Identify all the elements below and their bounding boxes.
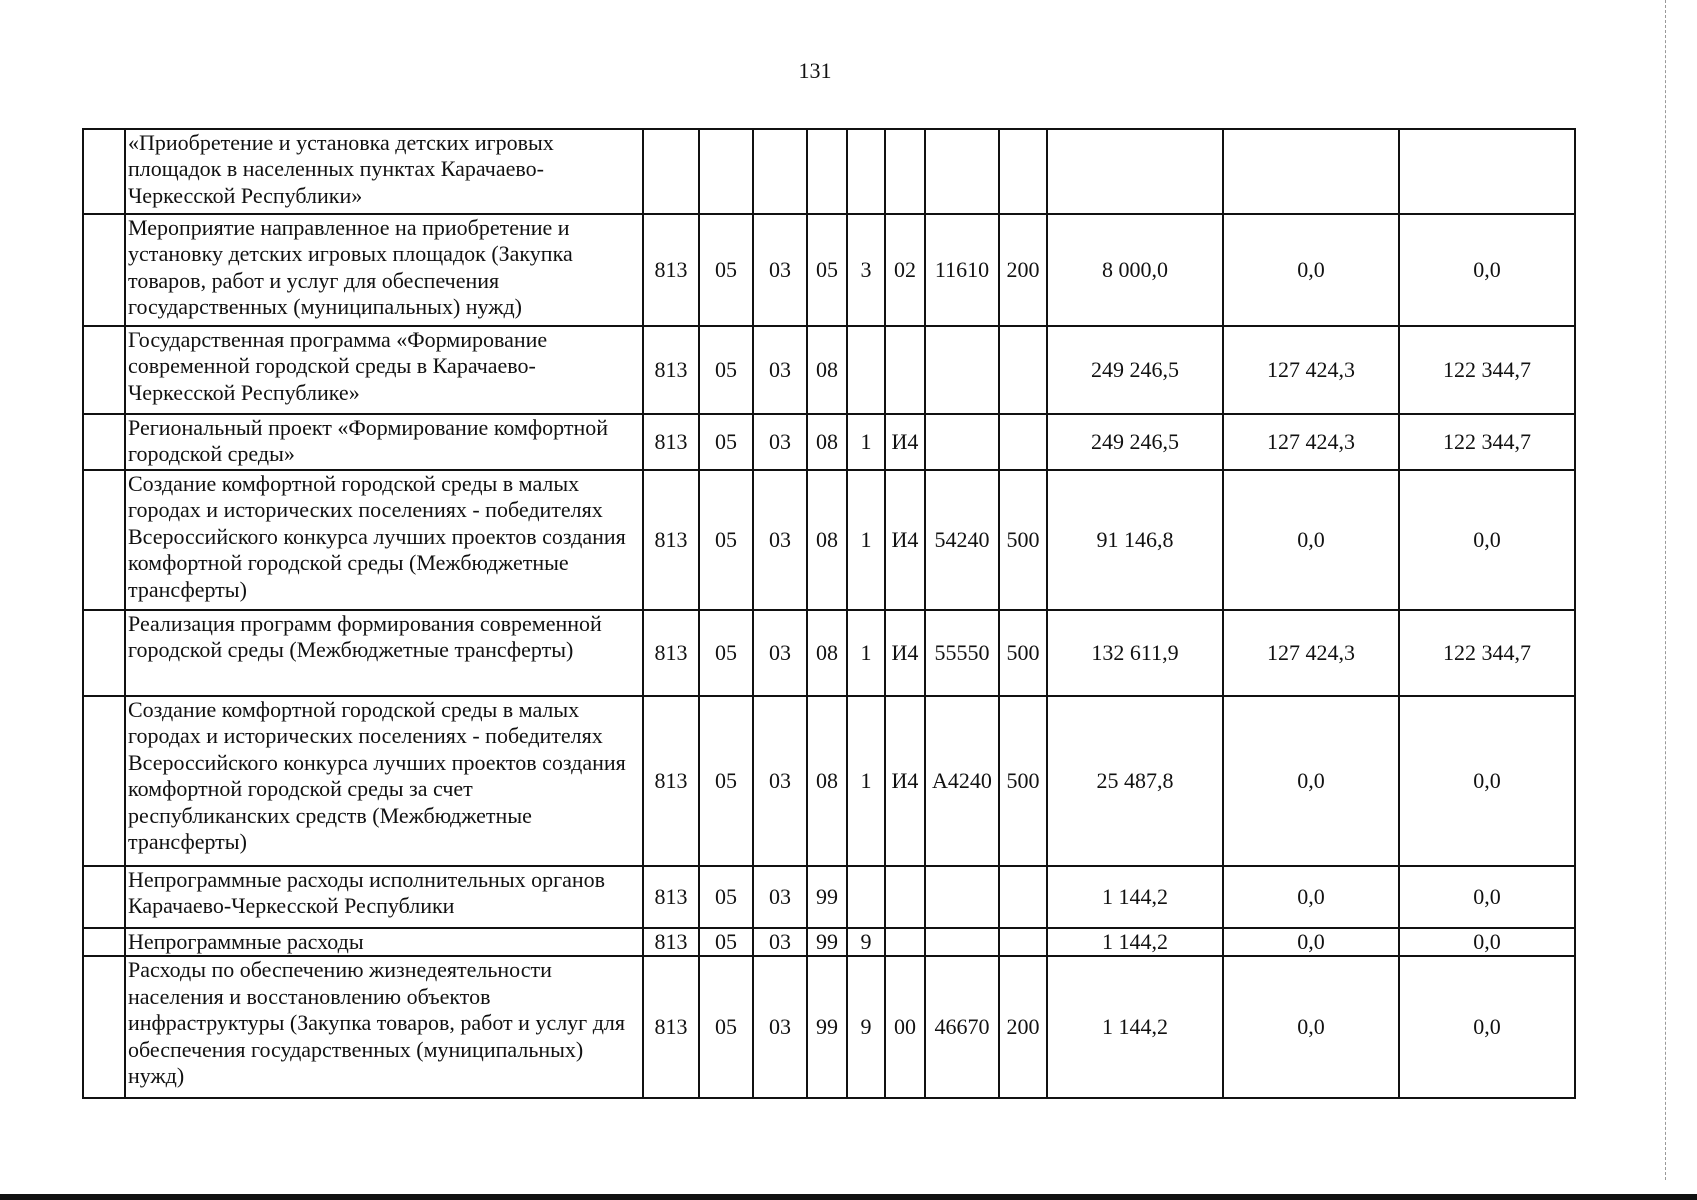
program-code (807, 129, 847, 214)
row-description: Непрограммные расходы (125, 928, 643, 956)
subsection-code: 03 (753, 696, 807, 866)
subsection-code: 03 (753, 610, 807, 696)
table-row (83, 956, 1575, 1098)
amount-year-1: 249 246,5 (1047, 414, 1223, 470)
amount-year-1: 25 487,8 (1047, 696, 1223, 866)
row-index-cell (83, 214, 125, 326)
amount-year-2: 0,0 (1223, 470, 1399, 610)
amount-year-2: 127 424,3 (1223, 326, 1399, 414)
expense-type-code: 500 (999, 610, 1047, 696)
expense-type-code (999, 129, 1047, 214)
expense-type-code (999, 414, 1047, 470)
row-index-cell (83, 326, 125, 414)
program-code: 08 (807, 414, 847, 470)
direction-code: 55550 (925, 610, 999, 696)
row-description: Непрограммные расходы исполнительных органов Карачаево-Черкесской Республики (125, 866, 643, 928)
section-code: 05 (699, 866, 753, 928)
ministry-code: 813 (643, 956, 699, 1098)
section-code (699, 129, 753, 214)
expense-type-code (999, 866, 1047, 928)
table-row (83, 414, 1575, 470)
row-index-cell (83, 696, 125, 866)
row-description: Мероприятие направленное на приобретение и установку детских игровых площадок (Закупка товаров, работ и услуг для обеспечения государственных (муниципальных) нужд) (125, 214, 643, 326)
row-index-cell (83, 414, 125, 470)
program-code: 99 (807, 928, 847, 956)
amount-year-3: 122 344,7 (1399, 414, 1575, 470)
main-event-code: И4 (885, 610, 925, 696)
amount-year-1: 249 246,5 (1047, 326, 1223, 414)
subprogram-code (847, 866, 885, 928)
amount-year-1: 1 144,2 (1047, 928, 1223, 956)
program-code: 08 (807, 696, 847, 866)
subsection-code: 03 (753, 214, 807, 326)
direction-code: 54240 (925, 470, 999, 610)
ministry-code: 813 (643, 470, 699, 610)
amount-year-3: 0,0 (1399, 470, 1575, 610)
table-row (83, 129, 1575, 214)
row-index-cell (83, 129, 125, 214)
amount-year-3: 122 344,7 (1399, 610, 1575, 696)
ministry-code: 813 (643, 214, 699, 326)
budget-table (82, 128, 1576, 1099)
main-event-code: 00 (885, 956, 925, 1098)
amount-year-2: 0,0 (1223, 696, 1399, 866)
ministry-code (643, 129, 699, 214)
ministry-code: 813 (643, 610, 699, 696)
section-code: 05 (699, 326, 753, 414)
table-row (83, 610, 1575, 696)
amount-year-2: 0,0 (1223, 928, 1399, 956)
amount-year-3: 0,0 (1399, 928, 1575, 956)
amount-year-1 (1047, 129, 1223, 214)
amount-year-3: 0,0 (1399, 214, 1575, 326)
section-code: 05 (699, 696, 753, 866)
main-event-code (885, 928, 925, 956)
main-event-code: И4 (885, 414, 925, 470)
amount-year-2: 0,0 (1223, 214, 1399, 326)
program-code: 08 (807, 326, 847, 414)
subprogram-code: 1 (847, 696, 885, 866)
row-index-cell (83, 866, 125, 928)
amount-year-2 (1223, 129, 1399, 214)
main-event-code (885, 326, 925, 414)
program-code: 99 (807, 866, 847, 928)
amount-year-1: 8 000,0 (1047, 214, 1223, 326)
subprogram-code: 1 (847, 414, 885, 470)
row-description: Региональный проект «Формирование комфортной городской среды» (125, 414, 643, 470)
amount-year-2: 127 424,3 (1223, 414, 1399, 470)
program-code: 99 (807, 956, 847, 1098)
main-event-code (885, 866, 925, 928)
row-description: Расходы по обеспечению жизнедеятельности населения и восстановлению объектов инфраструктуры (Закупка товаров, работ и услуг для обеспечения государственных (муниципальных) нужд) (125, 956, 643, 1098)
row-description: Реализация программ формирования современной городской среды (Межбюджетные трансферты) (125, 610, 643, 696)
row-index-cell (83, 470, 125, 610)
amount-year-2: 127 424,3 (1223, 610, 1399, 696)
subsection-code: 03 (753, 866, 807, 928)
subprogram-code: 9 (847, 928, 885, 956)
section-code: 05 (699, 470, 753, 610)
direction-code: А4240 (925, 696, 999, 866)
main-event-code: И4 (885, 696, 925, 866)
subsection-code: 03 (753, 956, 807, 1098)
direction-code: 46670 (925, 956, 999, 1098)
main-event-code: И4 (885, 470, 925, 610)
section-code: 05 (699, 928, 753, 956)
expense-type-code: 500 (999, 696, 1047, 866)
subprogram-code: 3 (847, 214, 885, 326)
section-code: 05 (699, 956, 753, 1098)
amount-year-3: 0,0 (1399, 866, 1575, 928)
amount-year-2: 0,0 (1223, 866, 1399, 928)
table-row (83, 214, 1575, 326)
direction-code (925, 866, 999, 928)
subsection-code: 03 (753, 470, 807, 610)
direction-code (925, 326, 999, 414)
program-code: 05 (807, 214, 847, 326)
amount-year-3: 0,0 (1399, 696, 1575, 866)
ministry-code: 813 (643, 326, 699, 414)
subsection-code (753, 129, 807, 214)
subprogram-code: 9 (847, 956, 885, 1098)
row-index-cell (83, 928, 125, 956)
subsection-code: 03 (753, 414, 807, 470)
row-description: Создание комфортной городской среды в малых городах и исторических поселениях - победителях Всероссийского конкурса лучших проектов создания комфортной городской среды (Межбюджетные трансферты) (125, 470, 643, 610)
expense-type-code: 200 (999, 214, 1047, 326)
expense-type-code: 500 (999, 470, 1047, 610)
table-row (83, 696, 1575, 866)
row-description: «Приобретение и установка детских игровых площадок в населенных пунктах Карачаево-Черкесской Республики» (125, 129, 643, 214)
main-event-code: 02 (885, 214, 925, 326)
section-code: 05 (699, 414, 753, 470)
row-index-cell (83, 956, 125, 1098)
program-code: 08 (807, 610, 847, 696)
subprogram-code: 1 (847, 610, 885, 696)
row-description: Создание комфортной городской среды в малых городах и исторических поселениях - победителях Всероссийского конкурса лучших проектов создания комфортной городской среды за счет республиканских средств (Межбюджетные трансферты) (125, 696, 643, 866)
expense-type-code (999, 326, 1047, 414)
direction-code (925, 928, 999, 956)
page-number: 131 (798, 58, 832, 83)
direction-code (925, 129, 999, 214)
table-body (83, 129, 1575, 1098)
amount-year-1: 1 144,2 (1047, 866, 1223, 928)
subsection-code: 03 (753, 326, 807, 414)
amount-year-1: 91 146,8 (1047, 470, 1223, 610)
amount-year-3: 0,0 (1399, 956, 1575, 1098)
direction-code: 11610 (925, 214, 999, 326)
table-row (83, 866, 1575, 928)
row-index-cell (83, 610, 125, 696)
section-code: 05 (699, 610, 753, 696)
amount-year-3: 122 344,7 (1399, 326, 1575, 414)
direction-code (925, 414, 999, 470)
program-code: 08 (807, 470, 847, 610)
table-row (83, 928, 1575, 956)
subprogram-code (847, 326, 885, 414)
amount-year-1: 1 144,2 (1047, 956, 1223, 1098)
ministry-code: 813 (643, 866, 699, 928)
scan-edge-line (1665, 0, 1666, 1180)
main-event-code (885, 129, 925, 214)
ministry-code: 813 (643, 928, 699, 956)
subprogram-code (847, 129, 885, 214)
amount-year-1: 132 611,9 (1047, 610, 1223, 696)
table-row (83, 470, 1575, 610)
section-code: 05 (699, 214, 753, 326)
subprogram-code: 1 (847, 470, 885, 610)
row-description: Государственная программа «Формирование современной городской среды в Карачаево-Черкесской Республике» (125, 326, 643, 414)
ministry-code: 813 (643, 696, 699, 866)
amount-year-2: 0,0 (1223, 956, 1399, 1098)
expense-type-code (999, 928, 1047, 956)
subsection-code: 03 (753, 928, 807, 956)
expense-type-code: 200 (999, 956, 1047, 1098)
table-row (83, 326, 1575, 414)
ministry-code: 813 (643, 414, 699, 470)
amount-year-3 (1399, 129, 1575, 214)
scan-bottom-bar (0, 1194, 1697, 1200)
